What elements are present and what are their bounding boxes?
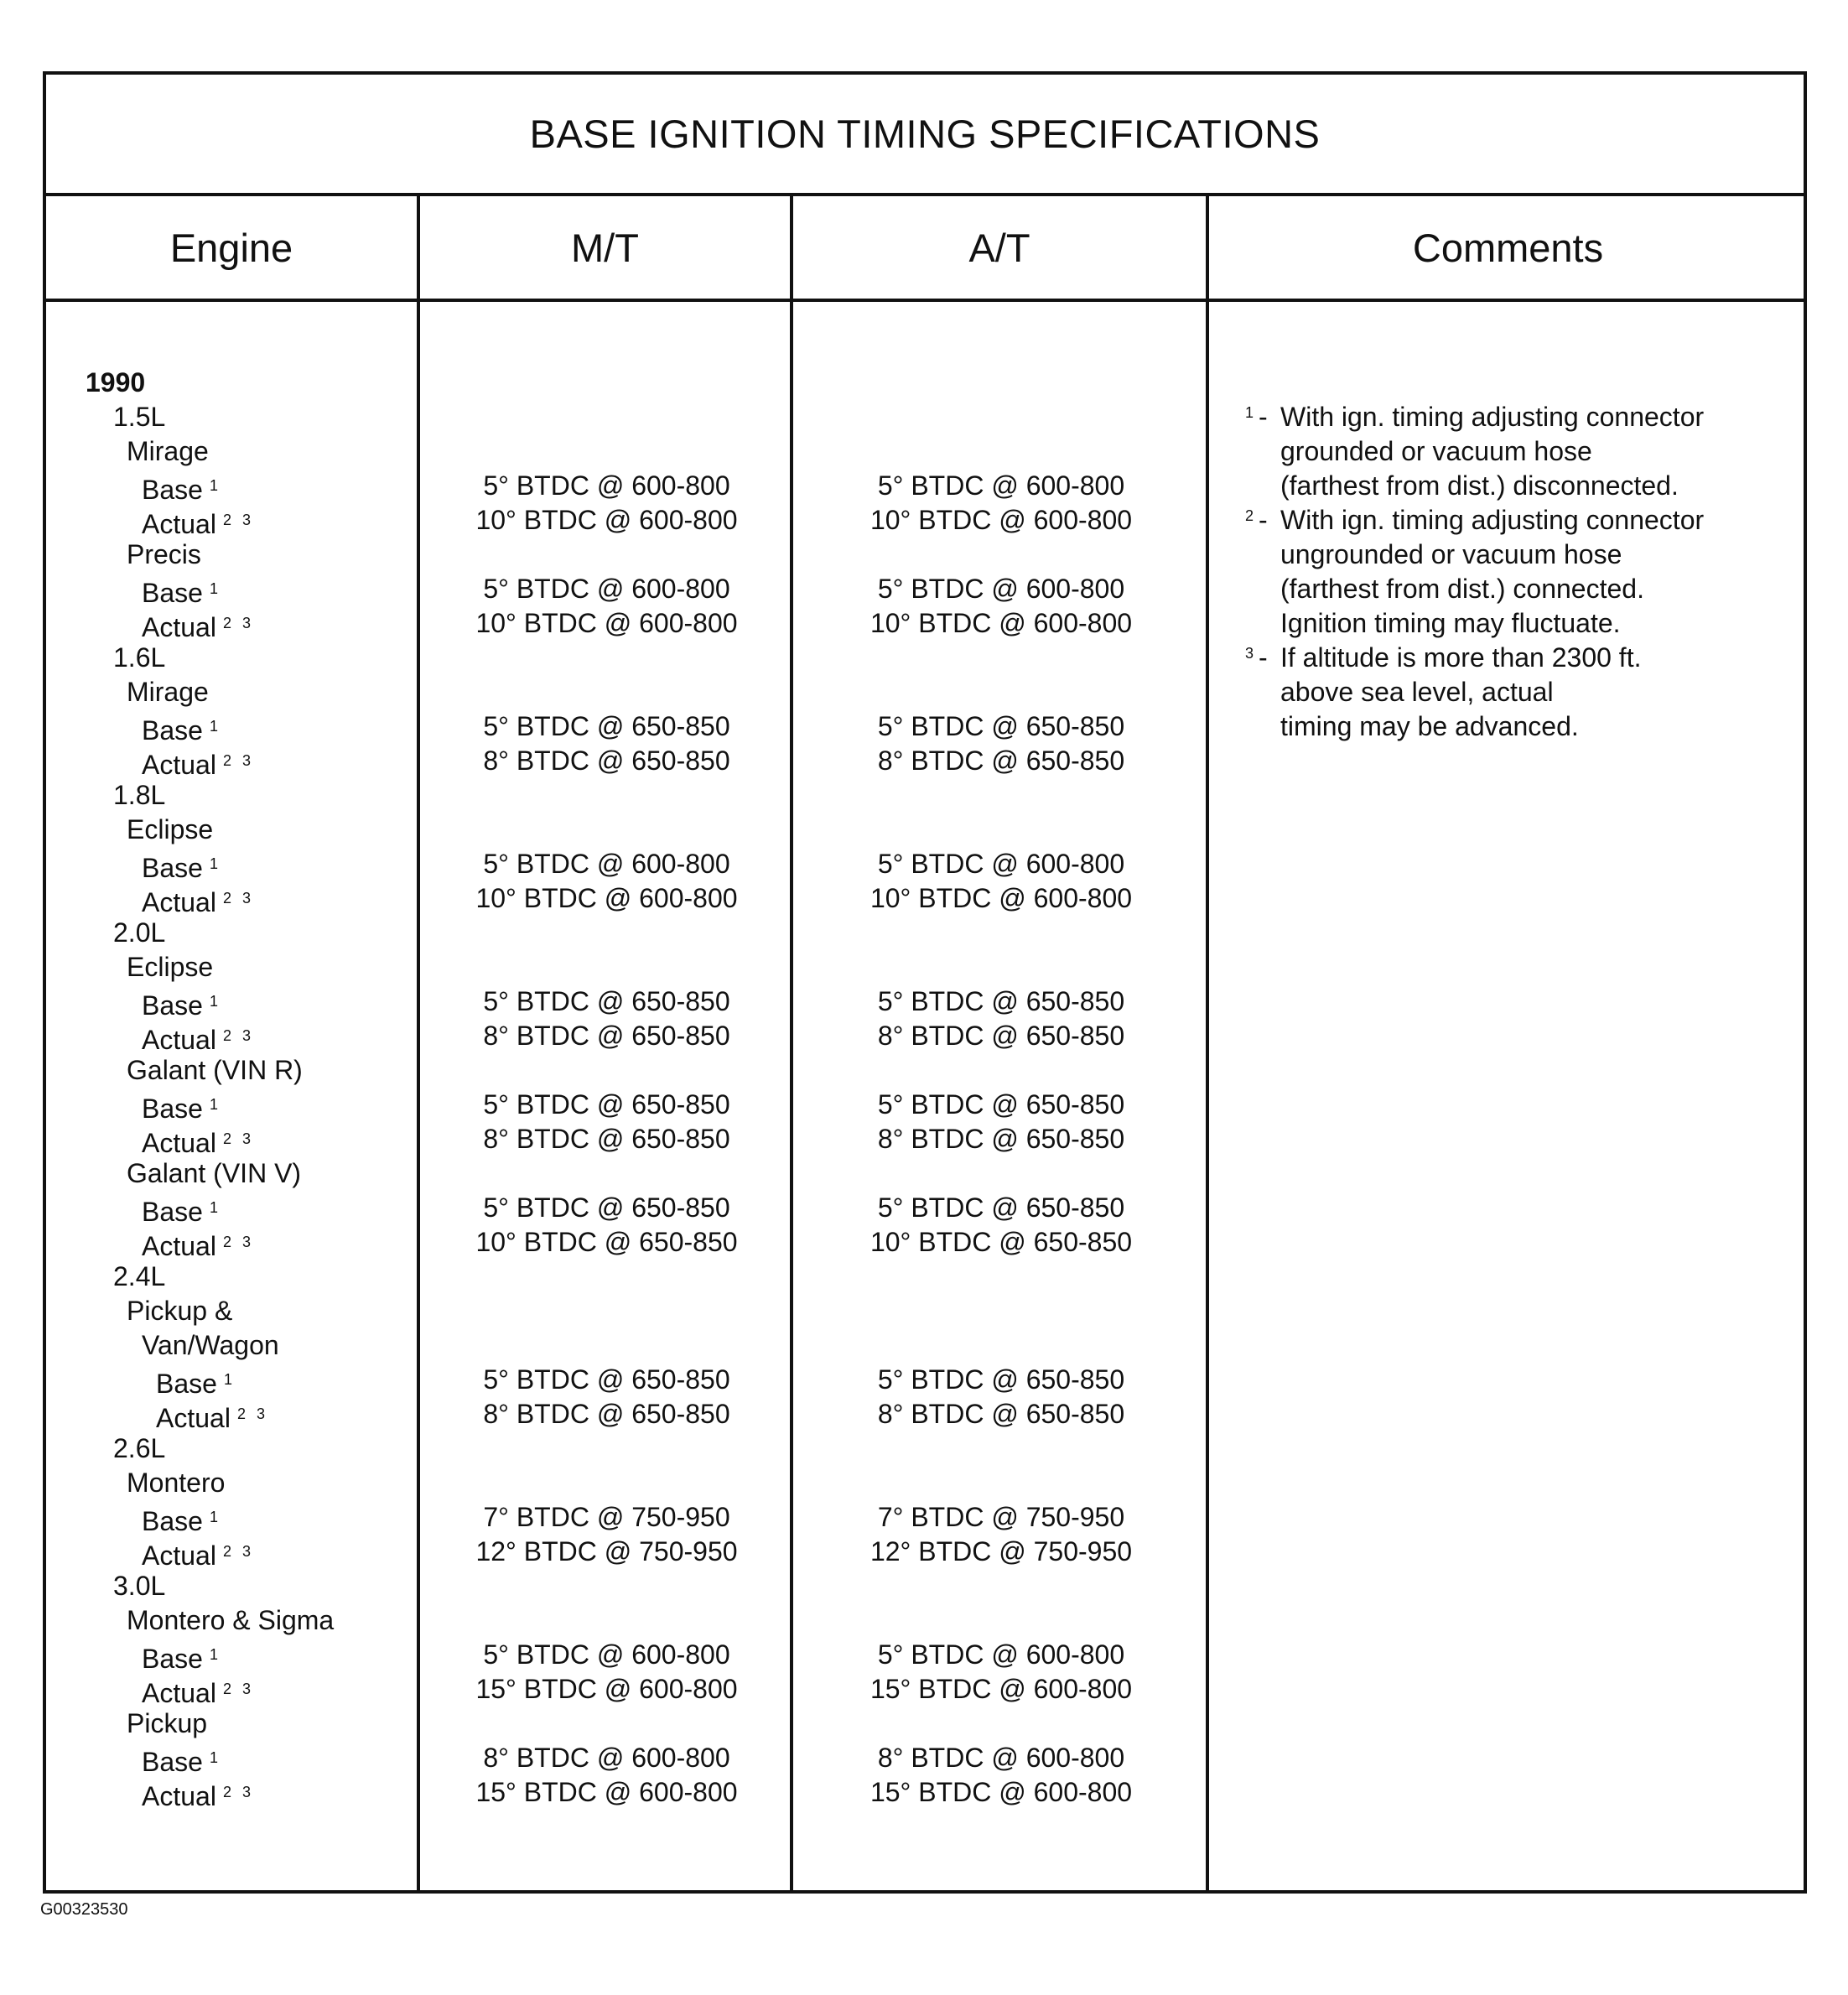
mt-value: 5° BTDC @ 600-800 <box>483 1639 730 1670</box>
mt-value: 12° BTDC @ 750-950 <box>475 1536 738 1566</box>
engine-label-text: Actual <box>142 1025 216 1055</box>
engine-label <box>113 916 165 950</box>
engine-label <box>142 709 221 748</box>
footnote-marker: 2 3 <box>222 1681 254 1697</box>
engine-label <box>142 881 254 920</box>
engine-label-text: Eclipse <box>127 952 214 982</box>
engine-label <box>127 675 209 709</box>
engine-label <box>142 1775 254 1814</box>
table-row <box>46 1535 1804 1569</box>
engine-label <box>127 813 213 847</box>
column-header-mt: M/T <box>571 225 639 270</box>
table-row <box>46 1019 1804 1053</box>
comment-text: (farthest from dist.) disconnected. <box>1280 470 1679 501</box>
table-row <box>46 1431 1804 1466</box>
engine-label-text: Actual <box>142 1231 216 1261</box>
engine-label-text: Base <box>142 1506 203 1536</box>
engine-label <box>127 950 213 985</box>
at-value: 5° BTDC @ 600-800 <box>877 470 1125 501</box>
engine-label <box>142 1328 279 1363</box>
footnote-marker: 2 3 <box>222 1027 254 1044</box>
footnote-number: 3 <box>1245 645 1254 662</box>
engine-label-text: Base <box>142 1747 203 1777</box>
engine-label-text: Actual <box>142 1781 216 1811</box>
table-row <box>46 366 1804 400</box>
engine-label-text: Base <box>142 990 203 1021</box>
at-value: 10° BTDC @ 600-800 <box>869 883 1133 913</box>
at-value: 12° BTDC @ 750-950 <box>869 1536 1133 1566</box>
engine-label-text: Base <box>142 1644 203 1674</box>
table-row <box>46 1397 1804 1431</box>
at-value: 5° BTDC @ 600-800 <box>877 1639 1125 1670</box>
column-header-comments: Comments <box>1412 225 1604 270</box>
table-row <box>46 1225 1804 1260</box>
engine-label <box>127 1294 232 1328</box>
mt-value: 5° BTDC @ 650-850 <box>483 1364 730 1395</box>
engine-label <box>113 778 165 813</box>
engine-label <box>142 572 221 610</box>
at-value: 5° BTDC @ 600-800 <box>877 574 1125 604</box>
comment-text: With ign. timing adjusting connector <box>1280 505 1705 535</box>
engine-label-text: 1.8L <box>113 780 166 810</box>
table-row <box>46 847 1804 881</box>
engine-label <box>142 1741 221 1779</box>
spec-table <box>43 71 1807 1894</box>
column-header-at: A/T <box>968 225 1030 270</box>
footnote-marker: 1 <box>209 855 221 872</box>
table-row <box>46 1156 1804 1191</box>
engine-label-text: Base <box>142 853 203 883</box>
table-row <box>46 813 1804 847</box>
comment-text: If altitude is more than 2300 ft. <box>1280 642 1642 673</box>
engine-label <box>127 538 201 572</box>
engine-label <box>142 847 221 886</box>
footnote-dash: - <box>1259 402 1268 432</box>
engine-label-text: 1.5L <box>113 402 166 432</box>
table-row <box>46 985 1804 1019</box>
engine-label <box>142 1191 221 1229</box>
at-value: 15° BTDC @ 600-800 <box>869 1674 1133 1704</box>
engine-label-text: Montero <box>127 1468 226 1498</box>
at-value: 8° BTDC @ 650-850 <box>877 1021 1125 1051</box>
at-value: 10° BTDC @ 600-800 <box>869 505 1133 535</box>
engine-label-text: Van/Wagon <box>142 1330 279 1360</box>
table-row <box>46 1260 1804 1294</box>
footnote-marker: 2 3 <box>222 752 254 769</box>
footnote-marker: 2 3 <box>222 1130 254 1147</box>
footnote-marker: 2 3 <box>222 1234 254 1250</box>
footnote-number: 1 <box>1245 404 1254 421</box>
mt-value: 8° BTDC @ 650-850 <box>483 1399 730 1429</box>
comment-text: ungrounded or vacuum hose <box>1280 539 1622 569</box>
engine-label-text: Base <box>142 715 203 746</box>
engine-label-text: Mirage <box>127 436 209 466</box>
engine-label <box>113 1569 165 1603</box>
footnote-marker: 2 3 <box>222 1543 254 1560</box>
footnote-marker: 2 3 <box>222 615 254 631</box>
mt-value: 10° BTDC @ 600-800 <box>475 883 738 913</box>
mt-value: 15° BTDC @ 600-800 <box>475 1674 738 1704</box>
engine-label <box>142 1019 254 1057</box>
table-row <box>46 1191 1804 1225</box>
footnote-marker: 1 <box>209 1199 221 1216</box>
footnote-number: 2 <box>1245 507 1254 524</box>
comment-text: timing may be advanced. <box>1280 711 1579 741</box>
engine-label-text: Galant (VIN V) <box>127 1158 302 1188</box>
table-title: BASE IGNITION TIMING SPECIFICATIONS <box>46 75 1804 196</box>
engine-label <box>142 1122 254 1161</box>
engine-label <box>142 1535 254 1573</box>
mt-value: 15° BTDC @ 600-800 <box>475 1777 738 1807</box>
table-row <box>46 1088 1804 1122</box>
at-value: 8° BTDC @ 650-850 <box>877 746 1125 776</box>
engine-label <box>142 1638 221 1676</box>
engine-label <box>156 1397 268 1436</box>
column-header-engine: Engine <box>169 225 293 270</box>
footnote-marker: 1 <box>209 993 221 1010</box>
engine-label <box>142 985 221 1023</box>
comment-text: above sea level, actual <box>1280 677 1554 707</box>
table-row <box>46 1328 1804 1363</box>
engine-label-text: 1.6L <box>113 642 166 673</box>
table-row <box>46 1775 1804 1810</box>
engine-label <box>127 1707 207 1741</box>
mt-value: 10° BTDC @ 600-800 <box>475 505 738 535</box>
mt-value: 5° BTDC @ 600-800 <box>483 574 730 604</box>
engine-label-text: Actual <box>142 1540 216 1571</box>
engine-label-text: Actual <box>142 509 216 539</box>
engine-label <box>86 366 145 400</box>
comment-text: Ignition timing may fluctuate. <box>1280 608 1621 638</box>
engine-label-text: Precis <box>127 539 201 569</box>
mt-value: 5° BTDC @ 650-850 <box>483 986 730 1016</box>
table-row <box>46 1363 1804 1397</box>
table-row <box>46 778 1804 813</box>
footnote-dash: - <box>1259 642 1268 673</box>
at-value: 5° BTDC @ 650-850 <box>877 1192 1125 1223</box>
footnote-marker: 1 <box>209 477 221 494</box>
engine-label <box>127 1603 334 1638</box>
at-value: 15° BTDC @ 600-800 <box>869 1777 1133 1807</box>
footnote-marker: 1 <box>223 1371 236 1388</box>
engine-label-text: Actual <box>142 887 216 917</box>
engine-label-text: Base <box>156 1369 217 1399</box>
comment-text: (farthest from dist.) connected. <box>1280 574 1644 604</box>
mt-value: 8° BTDC @ 650-850 <box>483 1021 730 1051</box>
table-row <box>46 1569 1804 1603</box>
mt-value: 8° BTDC @ 600-800 <box>483 1743 730 1773</box>
at-value: 8° BTDC @ 600-800 <box>877 1743 1125 1773</box>
table-row <box>46 1500 1804 1535</box>
mt-value: 5° BTDC @ 600-800 <box>483 470 730 501</box>
table-row <box>46 881 1804 916</box>
at-value: 10° BTDC @ 600-800 <box>869 608 1133 638</box>
mt-value: 5° BTDC @ 600-800 <box>483 849 730 879</box>
engine-label <box>142 1088 221 1126</box>
engine-label-text: Pickup <box>127 1708 208 1738</box>
engine-label <box>156 1363 236 1401</box>
mt-value: 10° BTDC @ 650-850 <box>475 1227 738 1257</box>
engine-label-text: Actual <box>142 1128 216 1158</box>
table-row <box>46 1603 1804 1638</box>
engine-label <box>142 503 254 542</box>
engine-label <box>142 1500 221 1539</box>
engine-label-text: Pickup & <box>127 1296 233 1326</box>
comment-text: grounded or vacuum hose <box>1280 436 1592 466</box>
engine-label-text: 1990 <box>86 367 146 397</box>
at-value: 7° BTDC @ 750-950 <box>877 1502 1125 1532</box>
table-row <box>46 1638 1804 1672</box>
engine-label-text: Eclipse <box>127 814 214 844</box>
engine-label-text: Galant (VIN R) <box>127 1055 303 1085</box>
engine-label <box>127 434 209 469</box>
engine-label <box>113 641 165 675</box>
engine-label-text: Mirage <box>127 677 209 707</box>
table-row <box>46 916 1804 950</box>
table-row <box>46 1122 1804 1156</box>
engine-label <box>127 1466 225 1500</box>
footnote-marker: 1 <box>209 1096 221 1113</box>
engine-label-text: Montero & Sigma <box>127 1605 335 1635</box>
footnote-marker: 1 <box>209 580 221 597</box>
table-row <box>46 1741 1804 1775</box>
table-row <box>46 1707 1804 1741</box>
engine-label <box>142 1672 254 1711</box>
engine-label-text: Actual <box>142 612 216 642</box>
at-value: 5° BTDC @ 650-850 <box>877 1089 1125 1120</box>
engine-label-text: Actual <box>142 1678 216 1708</box>
footnote-marker: 2 3 <box>222 1784 254 1800</box>
engine-label <box>142 744 254 782</box>
mt-value: 5° BTDC @ 650-850 <box>483 1192 730 1223</box>
engine-label-text: 2.4L <box>113 1261 166 1291</box>
table-row <box>46 1466 1804 1500</box>
engine-label <box>127 1156 301 1191</box>
footnote-marker: 1 <box>209 1509 221 1525</box>
mt-value: 5° BTDC @ 650-850 <box>483 711 730 741</box>
engine-label-text: Base <box>142 475 203 505</box>
engine-label <box>142 1225 254 1264</box>
mt-value: 5° BTDC @ 650-850 <box>483 1089 730 1120</box>
at-value: 5° BTDC @ 650-850 <box>877 1364 1125 1395</box>
engine-label <box>127 1053 303 1088</box>
engine-label-text: 2.0L <box>113 917 166 948</box>
engine-label-text: Actual <box>156 1403 231 1433</box>
table-row <box>46 744 1804 778</box>
engine-label <box>113 1431 165 1466</box>
comment-text: With ign. timing adjusting connector <box>1280 402 1705 432</box>
footnote-marker: 1 <box>209 1749 221 1766</box>
footnote-marker: 2 3 <box>222 512 254 528</box>
engine-label <box>142 469 221 507</box>
at-value: 5° BTDC @ 650-850 <box>877 711 1125 741</box>
at-value: 10° BTDC @ 650-850 <box>869 1227 1133 1257</box>
footnote-marker: 1 <box>209 718 221 735</box>
engine-label-text: Base <box>142 578 203 608</box>
figure-id: G00323530 <box>40 1900 128 1919</box>
footnote-marker: 2 3 <box>236 1405 268 1422</box>
engine-label-text: 2.6L <box>113 1433 166 1463</box>
engine-label <box>113 400 165 434</box>
footnote-marker: 1 <box>209 1646 221 1663</box>
mt-value: 8° BTDC @ 650-850 <box>483 746 730 776</box>
mt-value: 7° BTDC @ 750-950 <box>483 1502 730 1532</box>
engine-label-text: Base <box>142 1197 203 1227</box>
engine-label <box>113 1260 165 1294</box>
at-value: 8° BTDC @ 650-850 <box>877 1399 1125 1429</box>
table-row <box>46 950 1804 985</box>
engine-label-text: Base <box>142 1094 203 1124</box>
mt-value: 8° BTDC @ 650-850 <box>483 1124 730 1154</box>
at-value: 5° BTDC @ 600-800 <box>877 849 1125 879</box>
engine-label-text: 3.0L <box>113 1571 166 1601</box>
engine-label <box>142 606 254 645</box>
table-row <box>46 1053 1804 1088</box>
footnote-marker: 2 3 <box>222 890 254 907</box>
mt-value: 10° BTDC @ 600-800 <box>475 608 738 638</box>
footnote-dash: - <box>1259 505 1268 535</box>
header-divider <box>46 299 1804 302</box>
table-row <box>46 1672 1804 1707</box>
at-value: 8° BTDC @ 650-850 <box>877 1124 1125 1154</box>
table-row <box>46 1294 1804 1328</box>
engine-label-text: Actual <box>142 750 216 780</box>
at-value: 5° BTDC @ 650-850 <box>877 986 1125 1016</box>
